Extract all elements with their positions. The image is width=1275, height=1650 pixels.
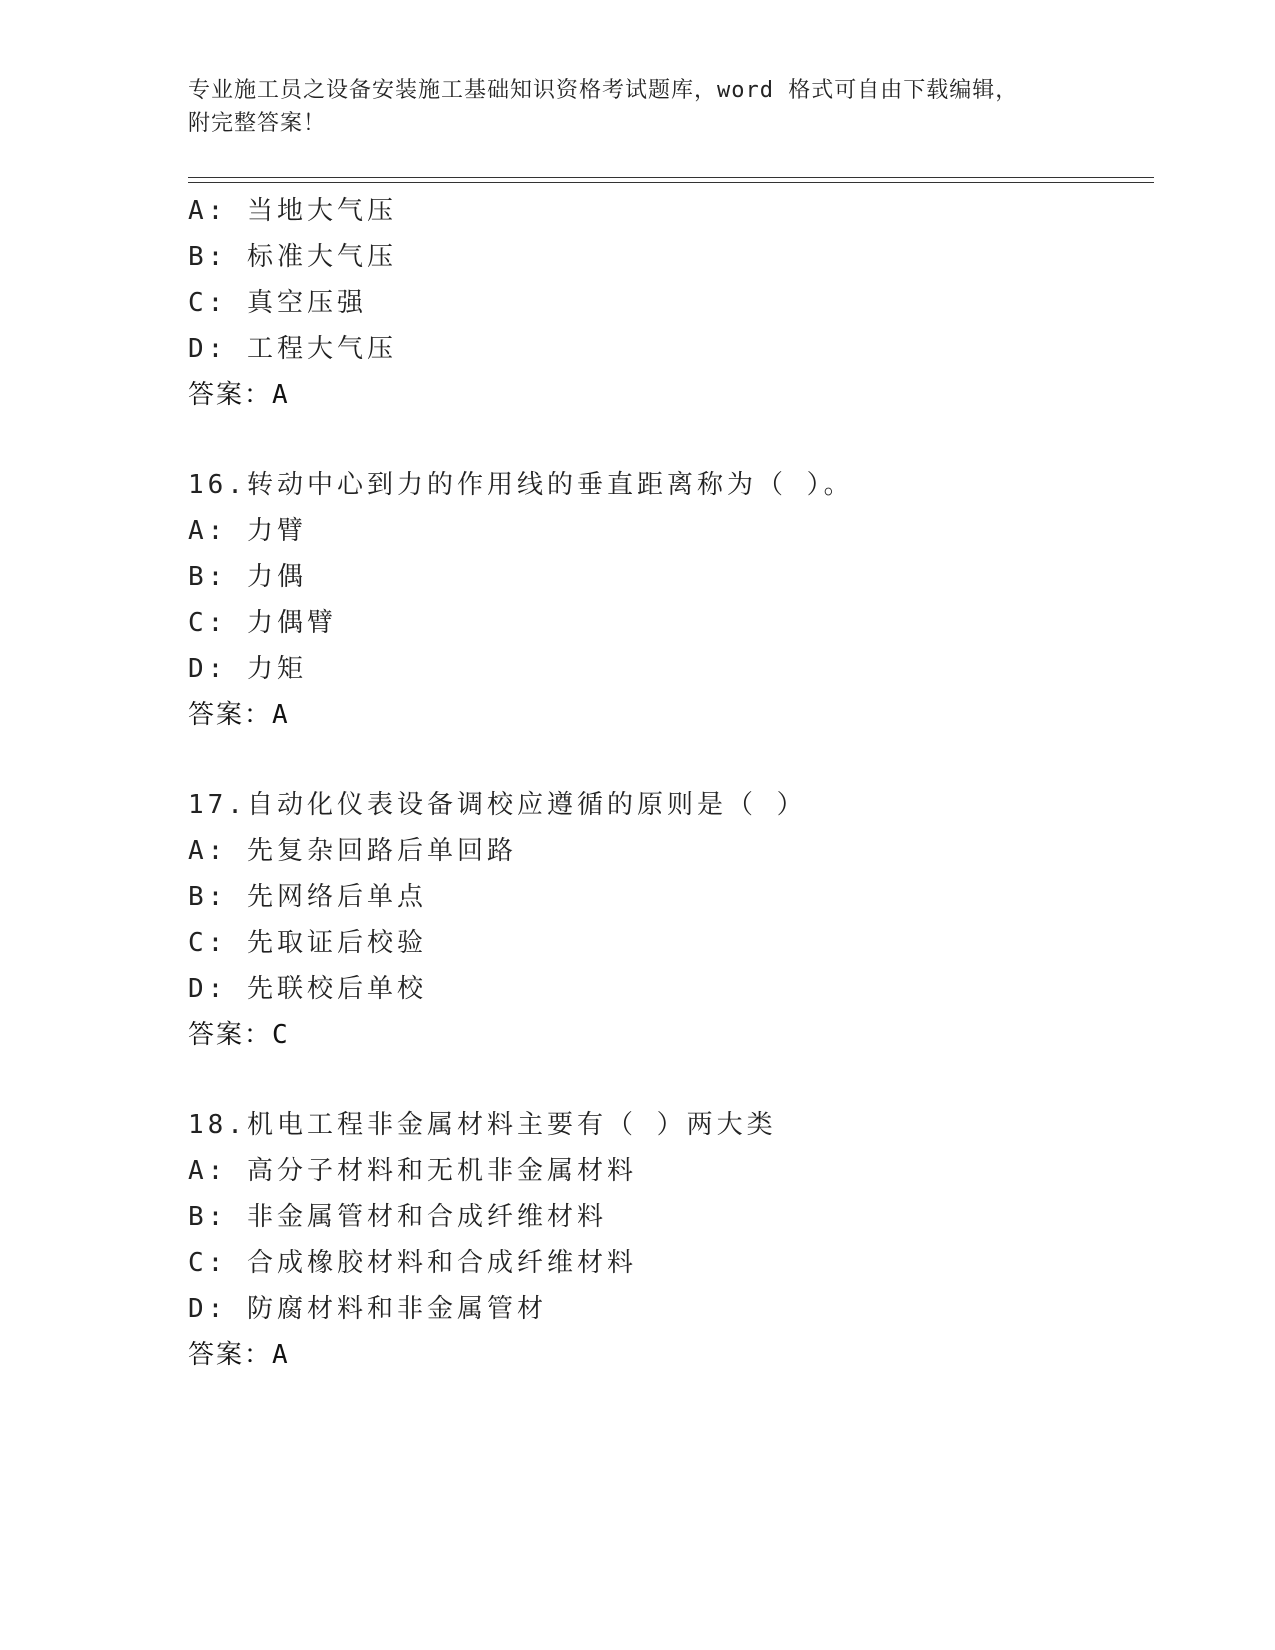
header-line-1: 专业施工员之设备安装施工基础知识资格考试题库，word 格式可自由下载编辑， (188, 78, 1019, 103)
question-list (188, 188, 1148, 1378)
option-d (188, 966, 1148, 1012)
answer-value: A (272, 380, 288, 410)
option-d (188, 1286, 1148, 1332)
answer-label: 答案： (188, 700, 273, 730)
question-text: 17.自动化仪表设备调校应遵循的原则是（ ） (188, 790, 807, 820)
block-spacer (188, 1058, 1148, 1102)
option-d (188, 326, 1148, 372)
option-text: 高分子材料和无机非金属材料 (246, 1156, 637, 1186)
header-divider-bottom (188, 182, 1154, 183)
option-b (188, 554, 1148, 600)
header-line-2: 附完整答案！ (188, 111, 327, 136)
option-a (188, 508, 1148, 554)
option-b (188, 874, 1148, 920)
answer-value: C (272, 1020, 288, 1050)
option-c (188, 1240, 1148, 1286)
option-label: D: (188, 654, 228, 684)
option-text: 力偶 (246, 562, 307, 592)
answer-line (188, 1332, 1148, 1378)
answer-label: 答案： (188, 1340, 273, 1370)
option-label: C: (188, 1248, 228, 1278)
option-a (188, 828, 1148, 874)
option-label: A: (188, 836, 228, 866)
question-block (188, 188, 1148, 418)
answer-line (188, 1012, 1148, 1058)
option-text: 先网络后单点 (246, 882, 427, 912)
option-b (188, 1194, 1148, 1240)
option-label: A: (188, 196, 228, 226)
document-header (188, 74, 1088, 140)
answer-label: 答案： (188, 1020, 273, 1050)
block-spacer (188, 418, 1148, 462)
option-label: B: (188, 562, 228, 592)
answer-value: A (272, 700, 288, 730)
answer-line (188, 692, 1148, 738)
option-text: 当地大气压 (246, 196, 397, 226)
option-text: 先取证后校验 (246, 928, 427, 958)
option-label: C: (188, 288, 228, 318)
option-a (188, 1148, 1148, 1194)
question-block (188, 462, 1148, 738)
option-a (188, 188, 1148, 234)
option-b (188, 234, 1148, 280)
option-text: 非金属管材和合成纤维材料 (246, 1202, 607, 1232)
question-block (188, 782, 1148, 1058)
option-text: 工程大气压 (246, 334, 397, 364)
option-text: 合成橡胶材料和合成纤维材料 (246, 1248, 637, 1278)
option-label: D: (188, 1294, 228, 1324)
header-divider-top (188, 177, 1154, 178)
block-spacer (188, 738, 1148, 782)
question-text: 16.转动中心到力的作用线的垂直距离称为（ ）。 (188, 470, 854, 500)
option-label: B: (188, 1202, 228, 1232)
question-text: 18.机电工程非金属材料主要有（ ）两大类 (188, 1110, 777, 1140)
option-label: C: (188, 608, 228, 638)
option-text: 先复杂回路后单回路 (246, 836, 517, 866)
question-block (188, 1102, 1148, 1378)
option-label: B: (188, 882, 228, 912)
option-text: 真空压强 (246, 288, 367, 318)
answer-line (188, 372, 1148, 418)
option-text: 防腐材料和非金属管材 (246, 1294, 547, 1324)
option-label: A: (188, 1156, 228, 1186)
answer-label: 答案： (188, 380, 273, 410)
option-c (188, 920, 1148, 966)
option-label: D: (188, 334, 228, 364)
option-label: A: (188, 516, 228, 546)
option-text: 力臂 (246, 516, 307, 546)
option-text: 力偶臂 (246, 608, 337, 638)
option-text: 先联校后单校 (246, 974, 427, 1004)
option-label: C: (188, 928, 228, 958)
option-label: D: (188, 974, 228, 1004)
option-label: B: (188, 242, 228, 272)
option-c (188, 280, 1148, 326)
answer-value: A (272, 1340, 288, 1370)
option-text: 标准大气压 (246, 242, 397, 272)
option-text: 力矩 (246, 654, 307, 684)
option-c (188, 600, 1148, 646)
option-d (188, 646, 1148, 692)
